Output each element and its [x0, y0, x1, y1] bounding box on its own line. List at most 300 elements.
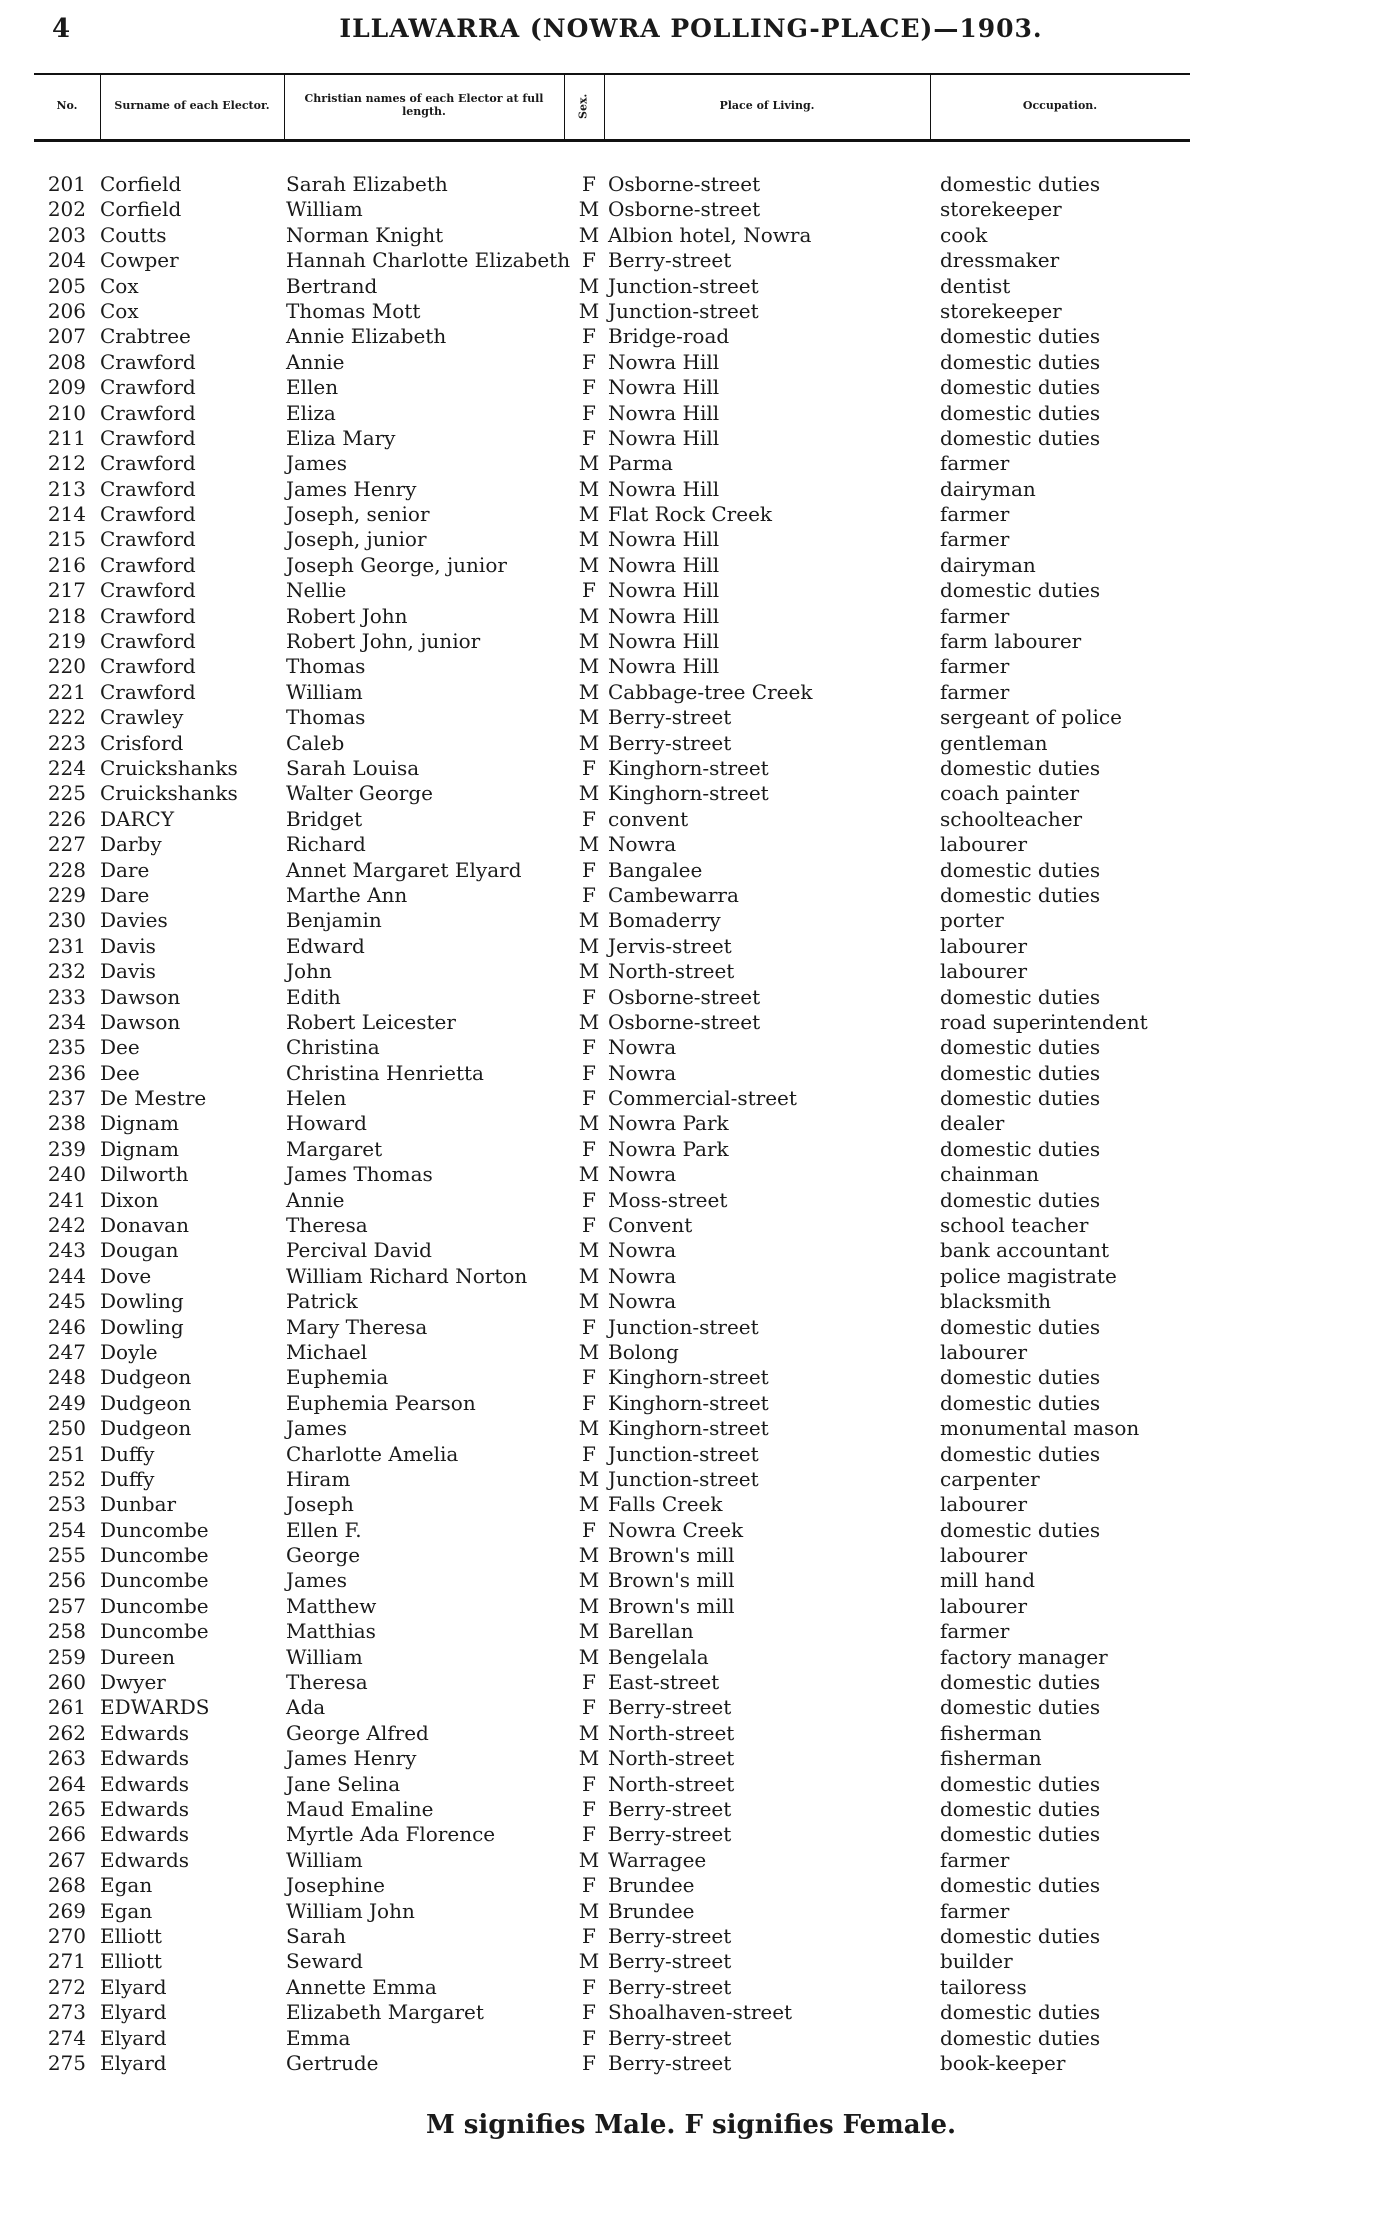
elector-surname: Elyard	[100, 1974, 167, 1999]
elector-number: 269	[47, 1898, 86, 1923]
elector-christian-names: Seward	[286, 1949, 363, 1974]
elector-place-of-living: Bengelala	[608, 1644, 709, 1669]
elector-sex: M	[578, 1416, 600, 1441]
elector-surname: Corfield	[100, 197, 182, 222]
elector-christian-names: Michael	[286, 1339, 368, 1364]
elector-place-of-living: Junction-street	[608, 273, 759, 298]
elector-occupation: domestic duties	[940, 1314, 1101, 1339]
elector-occupation: labourer	[940, 832, 1028, 857]
elector-christian-names: Annet Margaret Elyard	[286, 857, 522, 882]
elector-sex: M	[578, 1644, 600, 1669]
elector-number: 273	[47, 2000, 86, 2025]
elector-christian-names: Josephine	[286, 1873, 385, 1898]
elector-place-of-living: Cambewarra	[608, 882, 739, 907]
elector-surname: Dureen	[100, 1644, 176, 1669]
elector-place-of-living: Osborne-street	[608, 172, 761, 196]
elector-sex: F	[582, 755, 596, 780]
elector-number: 201	[47, 172, 86, 196]
elector-sex: F	[582, 1771, 596, 1796]
elector-surname: Davis	[100, 959, 156, 984]
elector-christian-names: Matthew	[286, 1593, 377, 1618]
elector-number: 247	[47, 1339, 86, 1364]
elector-sex: M	[578, 603, 600, 628]
elector-sex: F	[582, 1086, 596, 1111]
elector-number: 205	[47, 273, 86, 298]
elector-place-of-living: East-street	[608, 1670, 720, 1695]
elector-place-of-living: Brown's mill	[608, 1593, 735, 1618]
elector-christian-names: Walter George	[286, 781, 433, 806]
table-row	[0, 1568, 1382, 1593]
elector-surname: Elyard	[100, 2025, 167, 2050]
elector-christian-names: Nellie	[286, 578, 347, 603]
elector-place-of-living: Brundee	[608, 1898, 695, 1923]
elector-sex: M	[578, 273, 600, 298]
elector-number: 228	[47, 857, 86, 882]
elector-number: 249	[47, 1390, 86, 1415]
elector-occupation: blacksmith	[940, 1289, 1051, 1314]
elector-surname: Crawford	[100, 476, 196, 501]
elector-surname: Edwards	[100, 1771, 190, 1796]
elector-occupation: dealer	[940, 1111, 1005, 1136]
elector-occupation: labourer	[940, 1593, 1028, 1618]
elector-number: 229	[47, 882, 86, 907]
table-row	[0, 1670, 1382, 1695]
elector-occupation: storekeeper	[940, 298, 1062, 323]
elector-place-of-living: Warragee	[608, 1847, 707, 1872]
elector-surname: Edwards	[100, 1720, 190, 1745]
elector-surname: Duncombe	[100, 1517, 209, 1542]
elector-surname: Duncombe	[100, 1543, 209, 1568]
elector-occupation: domestic duties	[940, 1365, 1101, 1390]
elector-christian-names: Gertrude	[286, 2050, 379, 2075]
elector-sex: F	[582, 1213, 596, 1238]
elector-number: 220	[47, 654, 86, 679]
elector-place-of-living: Nowra Hill	[608, 578, 720, 603]
elector-occupation: farmer	[940, 527, 1010, 552]
table-row	[0, 1289, 1382, 1314]
table-row	[0, 934, 1382, 959]
elector-sex: M	[578, 629, 600, 654]
elector-occupation: bank accountant	[940, 1238, 1110, 1263]
elector-christian-names: Annie	[286, 1187, 345, 1212]
elector-christian-names: Matthias	[286, 1619, 376, 1644]
elector-sex: F	[582, 1390, 596, 1415]
elector-number: 260	[47, 1670, 86, 1695]
elector-christian-names: Mary Theresa	[286, 1314, 428, 1339]
table-row	[0, 451, 1382, 476]
table-row	[0, 1848, 1382, 1873]
elector-surname: De Mestre	[100, 1086, 207, 1111]
table-row	[0, 426, 1382, 451]
elector-surname: Crawford	[100, 654, 196, 679]
table-row	[0, 959, 1382, 984]
elector-surname: DARCY	[100, 806, 175, 831]
table-row	[0, 1010, 1382, 1035]
elector-occupation: domestic duties	[940, 349, 1101, 374]
elector-occupation: road superintendent	[940, 1009, 1148, 1034]
elector-number: 208	[47, 349, 86, 374]
elector-christian-names: James	[286, 1568, 348, 1593]
elector-christian-names: Hiram	[286, 1466, 351, 1491]
elector-surname: Elliott	[100, 1923, 162, 1948]
column-header-place: Place of Living.	[719, 98, 815, 112]
elector-place-of-living: Nowra	[608, 832, 677, 857]
elector-surname: Crawford	[100, 349, 196, 374]
elector-christian-names: Joseph George, junior	[286, 552, 507, 577]
elector-place-of-living: Nowra Hill	[608, 349, 720, 374]
elector-place-of-living: Junction-street	[608, 1314, 759, 1339]
elector-occupation: domestic duties	[940, 400, 1101, 425]
elector-sex: F	[582, 425, 596, 450]
elector-christian-names: William	[286, 679, 363, 704]
elector-number: 257	[47, 1593, 86, 1618]
elector-number: 225	[47, 781, 86, 806]
elector-occupation: cook	[940, 222, 988, 247]
table-row	[0, 1188, 1382, 1213]
elector-sex: M	[578, 502, 600, 527]
elector-place-of-living: Falls Creek	[608, 1492, 723, 1517]
table-row	[0, 807, 1382, 832]
elector-number: 235	[47, 1035, 86, 1060]
elector-place-of-living: Nowra Hill	[608, 629, 720, 654]
elector-place-of-living: Berry-street	[608, 730, 732, 755]
page-title: ILLAWARRA (NOWRA POLLING-PLACE)—1903.	[339, 14, 1043, 43]
elector-occupation: mill hand	[940, 1568, 1035, 1593]
elector-number: 274	[47, 2025, 86, 2050]
elector-christian-names: Elizabeth Margaret	[286, 2000, 484, 2025]
elector-christian-names: Annette Emma	[286, 1974, 437, 1999]
elector-sex: M	[578, 654, 600, 679]
table-row	[0, 1086, 1382, 1111]
elector-place-of-living: Bolong	[608, 1339, 679, 1364]
elector-christian-names: Robert John, junior	[286, 629, 481, 654]
elector-sex: M	[578, 832, 600, 857]
elector-surname: Crawford	[100, 679, 196, 704]
elector-occupation: domestic duties	[940, 2000, 1101, 2025]
elector-sex: M	[578, 705, 600, 730]
elector-occupation: dairyman	[940, 476, 1036, 501]
elector-sex: F	[582, 349, 596, 374]
elector-surname: EDWARDS	[100, 1695, 210, 1720]
table-row	[0, 299, 1382, 324]
elector-occupation: domestic duties	[940, 375, 1101, 400]
elector-occupation: farmer	[940, 1898, 1010, 1923]
elector-christian-names: Thomas	[286, 705, 366, 730]
elector-christian-names: Annie	[286, 349, 345, 374]
elector-sex: M	[578, 1949, 600, 1974]
elector-occupation: farmer	[940, 451, 1010, 476]
elector-place-of-living: Brown's mill	[608, 1543, 735, 1568]
elector-place-of-living: Berry-street	[608, 1695, 732, 1720]
elector-place-of-living: Nowra	[608, 1035, 677, 1060]
elector-place-of-living: Nowra Park	[608, 1136, 729, 1161]
elector-surname: Elyard	[100, 2050, 167, 2075]
elector-sex: F	[582, 1187, 596, 1212]
elector-number: 270	[47, 1923, 86, 1948]
elector-surname: Crawford	[100, 578, 196, 603]
table-row	[0, 1137, 1382, 1162]
elector-sex: F	[582, 1035, 596, 1060]
elector-sex: M	[578, 1339, 600, 1364]
elector-sex: M	[578, 1619, 600, 1644]
elector-sex: F	[582, 1314, 596, 1339]
elector-occupation: gentleman	[940, 730, 1048, 755]
table-row	[0, 578, 1382, 603]
column-header-sex	[565, 74, 603, 138]
elector-surname: Dove	[100, 1263, 152, 1288]
elector-place-of-living: Osborne-street	[608, 1009, 761, 1034]
elector-surname: Crawford	[100, 451, 196, 476]
elector-sex: M	[578, 476, 600, 501]
table-row	[0, 1975, 1382, 2000]
elector-surname: Duncombe	[100, 1593, 209, 1618]
elector-christian-names: Benjamin	[286, 908, 382, 933]
table-row	[0, 985, 1382, 1010]
elector-surname: Duncombe	[100, 1568, 209, 1593]
elector-place-of-living: Nowra Hill	[608, 400, 720, 425]
elector-number: 263	[47, 1746, 86, 1771]
elector-sex: M	[578, 1263, 600, 1288]
elector-sex: F	[582, 1797, 596, 1821]
elector-sex: M	[578, 1593, 600, 1618]
table-row	[0, 680, 1382, 705]
elector-place-of-living: Brown's mill	[608, 1568, 735, 1593]
elector-christian-names: Marthe Ann	[286, 882, 408, 907]
elector-sex: M	[578, 959, 600, 984]
elector-place-of-living: Nowra Park	[608, 1111, 729, 1136]
table-row	[0, 401, 1382, 426]
elector-christian-names: Thomas Mott	[286, 298, 421, 323]
elector-number: 231	[47, 933, 86, 958]
elector-place-of-living: Berry-street	[608, 2050, 732, 2075]
elector-sex: M	[578, 730, 600, 755]
table-row	[0, 1213, 1382, 1238]
elector-sex: M	[578, 933, 600, 958]
table-row	[0, 2026, 1382, 2051]
table-row	[0, 832, 1382, 857]
table-row	[0, 883, 1382, 908]
elector-surname: Dare	[100, 857, 150, 882]
elector-sex: F	[582, 375, 596, 400]
elector-number: 214	[47, 502, 86, 527]
elector-christian-names: Norman Knight	[286, 222, 444, 247]
elector-surname: Cox	[100, 273, 139, 298]
table-row	[0, 375, 1382, 400]
elector-occupation: farm labourer	[940, 629, 1082, 654]
elector-christian-names: Edith	[286, 984, 341, 1009]
elector-place-of-living: North-street	[608, 959, 735, 984]
elector-sex: M	[578, 527, 600, 552]
elector-christian-names: Charlotte Amelia	[286, 1441, 459, 1466]
elector-occupation: domestic duties	[940, 1822, 1101, 1847]
elector-occupation: domestic duties	[940, 1670, 1101, 1695]
elector-sex: M	[578, 679, 600, 704]
elector-sex: M	[578, 1898, 600, 1923]
elector-place-of-living: Junction-street	[608, 1441, 759, 1466]
table-row	[0, 1365, 1382, 1390]
elector-occupation: fisherman	[940, 1720, 1042, 1745]
elector-occupation: farmer	[940, 679, 1010, 704]
elector-christian-names: Howard	[286, 1111, 367, 1136]
elector-christian-names: Christina Henrietta	[286, 1060, 484, 1085]
elector-surname: Dwyer	[100, 1670, 166, 1695]
elector-occupation: domestic duties	[940, 1923, 1101, 1948]
elector-occupation: domestic duties	[940, 1136, 1101, 1161]
elector-place-of-living: Convent	[608, 1213, 693, 1238]
table-row	[0, 858, 1382, 883]
elector-sex: F	[582, 248, 596, 273]
elector-christian-names: Myrtle Ada Florence	[286, 1822, 496, 1847]
elector-place-of-living: Cabbage-tree Creek	[608, 679, 813, 704]
elector-number: 218	[47, 603, 86, 628]
elector-christian-names: Annie Elizabeth	[286, 324, 447, 349]
elector-sex: F	[582, 882, 596, 907]
elector-place-of-living: Bangalee	[608, 857, 703, 882]
elector-place-of-living: Nowra	[608, 1238, 677, 1263]
elector-number: 267	[47, 1847, 86, 1872]
elector-number: 221	[47, 679, 86, 704]
elector-sex: M	[578, 222, 600, 247]
elector-occupation: domestic duties	[940, 324, 1101, 349]
elector-christian-names: William	[286, 1847, 363, 1872]
elector-sex: F	[582, 1136, 596, 1161]
elector-surname: Donavan	[100, 1213, 189, 1238]
elector-number: 250	[47, 1416, 86, 1441]
elector-place-of-living: Osborne-street	[608, 197, 761, 222]
elector-sex: F	[582, 1923, 596, 1948]
elector-place-of-living: Commercial-street	[608, 1086, 797, 1111]
elector-sex: M	[578, 1289, 600, 1314]
elector-sex: F	[582, 2050, 596, 2075]
table-row	[0, 223, 1382, 248]
elector-christian-names: James	[286, 451, 348, 476]
elector-sex: F	[582, 1441, 596, 1466]
elector-surname: Dudgeon	[100, 1365, 192, 1390]
elector-place-of-living: Albion hotel, Nowra	[608, 222, 812, 247]
elector-number: 204	[47, 248, 86, 273]
elector-surname: Crawford	[100, 375, 196, 400]
table-row	[0, 1264, 1382, 1289]
elector-number: 251	[47, 1441, 86, 1466]
elector-surname: Duffy	[100, 1441, 155, 1466]
table-row	[0, 553, 1382, 578]
elector-place-of-living: Berry-street	[608, 1949, 732, 1974]
elector-sex: M	[578, 908, 600, 933]
elector-surname: Dowling	[100, 1314, 184, 1339]
table-row	[0, 1594, 1382, 1619]
elector-sex: M	[578, 1009, 600, 1034]
elector-surname: Dignam	[100, 1136, 180, 1161]
table-row	[0, 1111, 1382, 1136]
table-row	[0, 1899, 1382, 1924]
elector-surname: Cruickshanks	[100, 755, 238, 780]
elector-occupation: domestic duties	[940, 2025, 1101, 2050]
elector-number: 261	[47, 1695, 86, 1720]
elector-occupation: builder	[940, 1949, 1013, 1974]
elector-place-of-living: Nowra Hill	[608, 603, 720, 628]
elector-surname: Elliott	[100, 1949, 162, 1974]
elector-christian-names: Jane Selina	[286, 1771, 401, 1796]
elector-surname: Corfield	[100, 172, 182, 196]
elector-christian-names: James Thomas	[286, 1162, 433, 1187]
elector-christian-names: William	[286, 197, 363, 222]
elector-surname: Darby	[100, 832, 162, 857]
elector-occupation: porter	[940, 908, 1004, 933]
elector-number: 248	[47, 1365, 86, 1390]
elector-christian-names: James Henry	[286, 476, 417, 501]
elector-sex: M	[578, 451, 600, 476]
elector-occupation: farmer	[940, 603, 1010, 628]
elector-surname: Edwards	[100, 1746, 190, 1771]
elector-number: 207	[47, 324, 86, 349]
elector-sex: M	[578, 1568, 600, 1593]
elector-sex: F	[582, 1822, 596, 1847]
elector-place-of-living: Junction-street	[608, 298, 759, 323]
table-row	[0, 629, 1382, 654]
elector-sex: M	[578, 1162, 600, 1187]
elector-sex: F	[582, 984, 596, 1009]
table-row	[0, 1924, 1382, 1949]
elector-christian-names: Patrick	[286, 1289, 358, 1314]
elector-occupation: domestic duties	[940, 984, 1101, 1009]
elector-christian-names: Bertrand	[286, 273, 378, 298]
elector-sex: F	[582, 2000, 596, 2025]
table-row	[0, 248, 1382, 273]
table-row	[0, 1822, 1382, 1847]
elector-number: 202	[47, 197, 86, 222]
elector-surname: Crawford	[100, 502, 196, 527]
elector-place-of-living: Kinghorn-street	[608, 755, 769, 780]
elector-number: 215	[47, 527, 86, 552]
elector-surname: Crawford	[100, 527, 196, 552]
elector-place-of-living: Bomaderry	[608, 908, 721, 933]
elector-place-of-living: Nowra Hill	[608, 654, 720, 679]
elector-occupation: fisherman	[940, 1746, 1042, 1771]
elector-sex: F	[582, 2025, 596, 2050]
table-row	[0, 1162, 1382, 1187]
elector-number: 234	[47, 1009, 86, 1034]
elector-occupation: domestic duties	[940, 1187, 1101, 1212]
table-row	[0, 1772, 1382, 1797]
elector-place-of-living: Kinghorn-street	[608, 1390, 769, 1415]
elector-occupation: domestic duties	[940, 425, 1101, 450]
elector-christian-names: Margaret	[286, 1136, 383, 1161]
elector-christian-names: Christina	[286, 1035, 380, 1060]
elector-place-of-living: North-street	[608, 1720, 735, 1745]
elector-place-of-living: Nowra Hill	[608, 425, 720, 450]
elector-sex: F	[582, 172, 596, 196]
elector-christian-names: Edward	[286, 933, 365, 958]
elector-surname: Dudgeon	[100, 1416, 192, 1441]
elector-occupation: domestic duties	[940, 1441, 1101, 1466]
elector-christian-names: Joseph	[286, 1492, 354, 1517]
elector-sex: M	[578, 1720, 600, 1745]
elector-occupation: chainman	[940, 1162, 1040, 1187]
table-row	[0, 527, 1382, 552]
table-row	[0, 1238, 1382, 1263]
table-row	[0, 2000, 1382, 2025]
elector-place-of-living: Berry-street	[608, 1797, 732, 1821]
elector-surname: Davies	[100, 908, 168, 933]
elector-sex: M	[578, 1847, 600, 1872]
elector-number: 222	[47, 705, 86, 730]
elector-occupation: farmer	[940, 1847, 1010, 1872]
table-row	[0, 1721, 1382, 1746]
elector-number: 212	[47, 451, 86, 476]
elector-occupation: labourer	[940, 1339, 1028, 1364]
elector-place-of-living: Osborne-street	[608, 984, 761, 1009]
elector-surname: Duffy	[100, 1466, 155, 1491]
